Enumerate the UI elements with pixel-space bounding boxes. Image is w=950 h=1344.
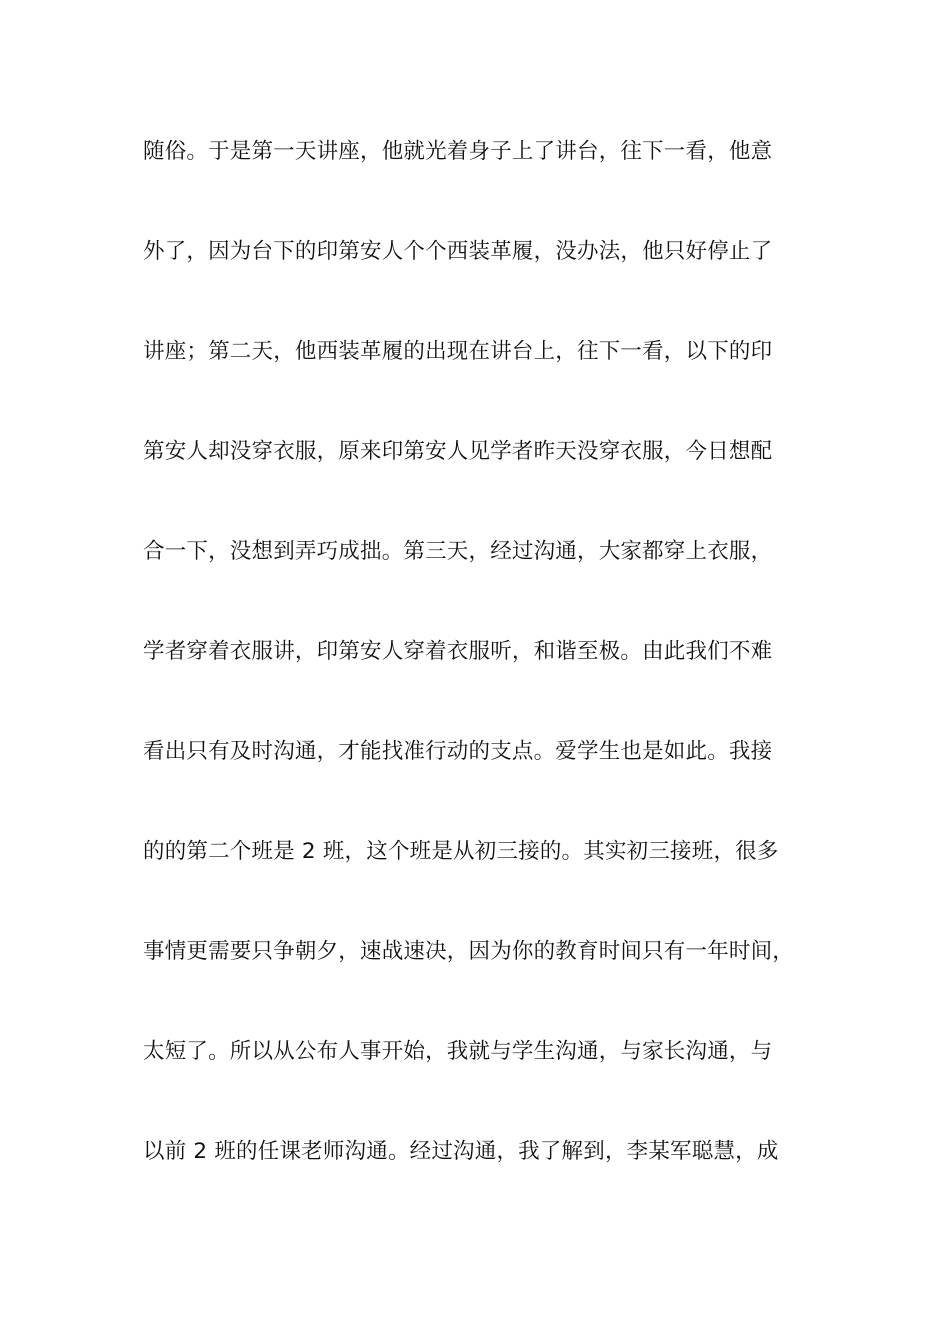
text-line: 看出只有及时沟通，才能找准行动的支点。爱学生也是如此。我接 [143, 739, 773, 764]
text-line: 学者穿着衣服讲，印第安人穿着衣服听，和谐至极。由此我们不难 [143, 639, 773, 664]
text-line: 随俗。于是第一天讲座，他就光着身子上了讲台，往下一看，他意 [143, 139, 773, 164]
text-line: 以前 2 班的任课老师沟通。经过沟通，我了解到，李某军聪慧，成 [143, 1139, 779, 1164]
text-line: 事情更需要只争朝夕，速战速决，因为你的教育时间只有一年时间， [143, 939, 795, 964]
text-line: 合一下，没想到弄巧成拙。第三天，经过沟通，大家都穿上衣服， [143, 539, 773, 564]
text-line: 外了，因为台下的印第安人个个西装革履，没办法，他只好停止了 [143, 239, 773, 264]
text-line: 太短了。所以从公布人事开始，我就与学生沟通，与家长沟通，与 [143, 1039, 773, 1064]
body-text [143, 128, 823, 1228]
text-line: 的的第二个班是 2 班，这个班是从初三接的。其实初三接班，很多 [143, 839, 779, 864]
text-line: 讲座；第二天，他西装革履的出现在讲台上，往下一看，以下的印 [143, 339, 773, 364]
text-line: 第安人却没穿衣服，原来印第安人见学者昨天没穿衣服，今日想配 [143, 439, 773, 464]
